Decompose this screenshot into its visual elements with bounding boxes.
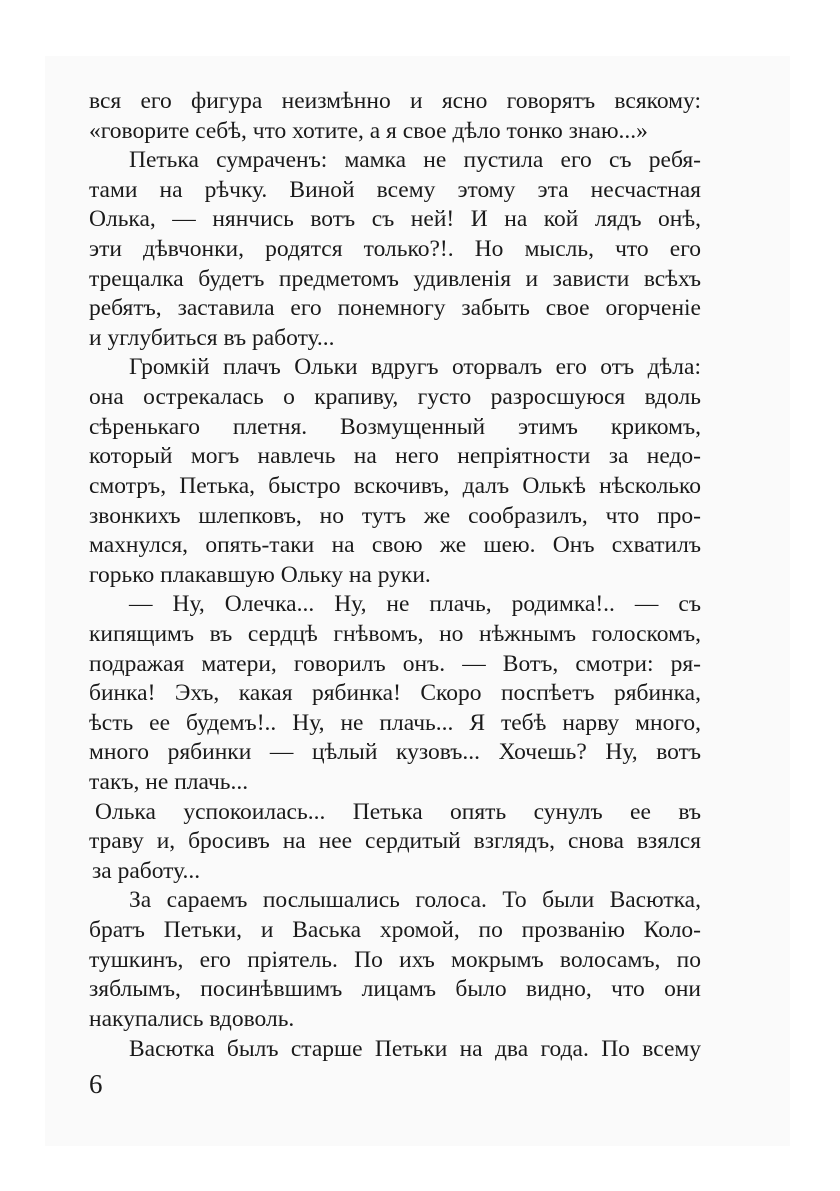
- text-line: тушкинъ, его пріятель. По ихъ мокрымъ волосамъ, по: [89, 946, 701, 973]
- text-line: — Ну, Олечка... Ну, не плачь, родимка!.. — съ: [129, 591, 701, 618]
- text-line: и углубиться въ работу...: [89, 324, 335, 351]
- text-line: смотръ, Петька, быстро вскочивъ, далъ Олькѣ нѣсколько: [89, 472, 701, 499]
- text-line: звонкихъ шлепковъ, но тутъ же сообразилъ, что про-: [89, 502, 701, 529]
- text-line: братъ Петьки, и Васька хромой, по прозванію Коло-: [89, 917, 701, 944]
- text-line: вся его фигура неизмѣнно и ясно говорятъ всякому:: [89, 88, 701, 114]
- text-line: Васютка былъ старше Петьки на два года. По всему: [129, 1035, 701, 1062]
- text-line: который могъ навлечь на него непріятности за недо-: [89, 443, 701, 470]
- text-line: эти дѣвчонки, родятся только?!. Но мысль, что его: [89, 236, 701, 263]
- text-line: много рябинки — цѣлый кузовъ... Хочешь? Ну, вотъ: [89, 739, 701, 766]
- text-line: подражая матери, говорилъ онъ. — Вотъ, смотри: ря-: [89, 650, 701, 677]
- text-block: [89, 87, 701, 1064]
- text-line: сѣренькаго плетня. Возмущенный этимъ крикомъ,: [89, 413, 701, 440]
- text-line: тами на рѣчку. Виной всему этому эта несчастная: [89, 176, 701, 203]
- text-line: зяблымъ, посинѣвшимъ лицамъ было видно, что они: [89, 976, 701, 1003]
- text-line: Олька успокоилась... Петька опять сунулъ ее въ: [95, 798, 701, 825]
- text-line: трещалка будетъ предметомъ удивленія и зависти всѣхъ: [89, 265, 701, 292]
- text-line: такъ, не плачь...: [89, 769, 249, 796]
- page-number: 6: [89, 1069, 103, 1099]
- text-line: за работу...: [92, 857, 201, 884]
- text-line: кипящимъ въ сердцѣ гнѣвомъ, но нѣжнымъ голоскомъ,: [89, 620, 701, 647]
- text-line: Петька сумраченъ: мамка не пустила его съ ребя-: [129, 147, 701, 174]
- text-line: Олька, — нянчись вотъ съ ней! И на кой лядъ онѣ,: [89, 206, 701, 233]
- text-line: «говорите себѣ, что хотите, а я свое дѣло тонко знаю...»: [89, 117, 648, 144]
- text-line: траву и, бросивъ на нее сердитый взглядъ, снова взялся: [89, 828, 701, 855]
- text-line: ѣсть ее будемъ!.. Ну, не плачь... Я тебѣ нарву много,: [89, 709, 701, 736]
- text-line: Громкій плачъ Ольки вдругъ оторвалъ его отъ дѣла:: [129, 354, 701, 381]
- text-line: горько плакавшую Ольку на руки.: [89, 561, 431, 588]
- text-line: махнулся, опять-таки на свою же шею. Онъ схватилъ: [89, 532, 701, 559]
- text-line: накупались вдоволь.: [89, 1005, 295, 1032]
- text-line: она острекалась о крапиву, густо разросшуюся вдоль: [89, 384, 701, 411]
- text-line: За сараемъ послышались голоса. То были Васютка,: [129, 887, 701, 914]
- text-line: бинка! Эхъ, какая рябинка! Скоро поспѣетъ рябинка,: [89, 680, 701, 707]
- text-line: ребятъ, заставила его понемногу забыть свое огорченіе: [89, 295, 701, 322]
